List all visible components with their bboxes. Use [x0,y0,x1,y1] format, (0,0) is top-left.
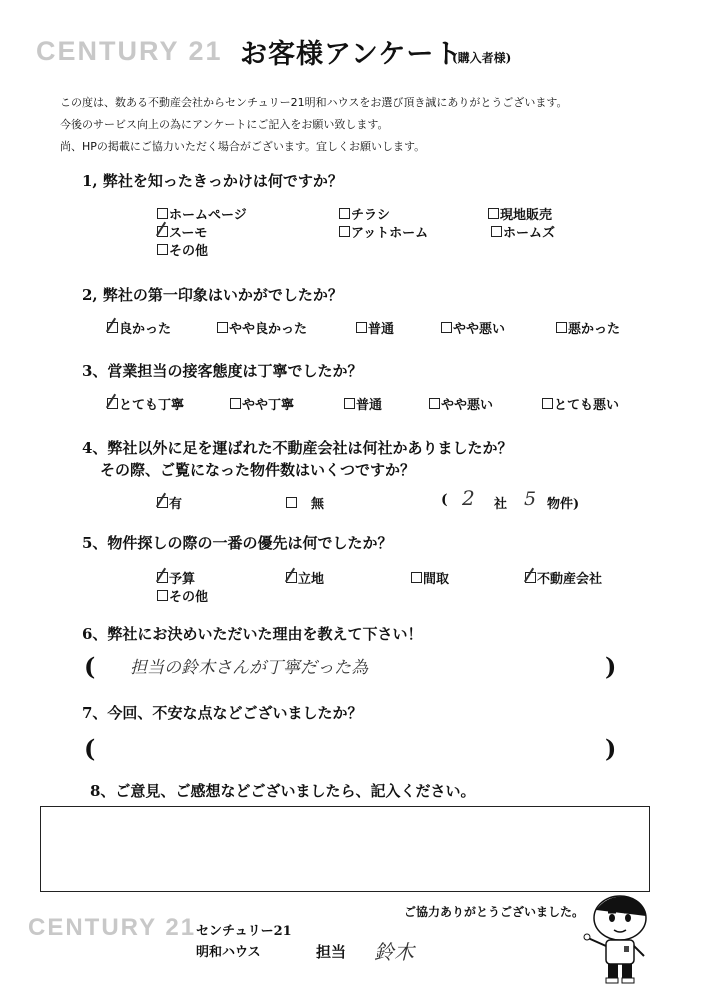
company-name-line1: センチュリー21 [196,924,292,939]
question-7-label: 7、今回、不安な点などございましたか？ [82,704,363,722]
q1-option-homepage[interactable]: ホームページ [157,204,247,223]
checkbox[interactable] [491,226,502,237]
q4-paren-open: ( [441,492,448,508]
checkbox[interactable] [157,226,168,237]
q4-properties-value[interactable]: 5 [524,488,537,510]
staff-name: 鈴木 [374,940,414,964]
checkbox[interactable] [107,398,118,409]
q3-option-somewhat-bad[interactable]: やや悪い [429,394,493,413]
question-4-label-line1: 4、弊社以外に足を運ばれた不動産会社は何社かありましたか？ [82,439,513,457]
checkbox[interactable] [157,572,168,583]
q5-option-other[interactable]: その他 [157,586,208,605]
mascot-illustration [578,888,658,988]
q1-option-athome[interactable]: アットホーム [339,222,428,241]
intro-line: 尚、HPの掲載にご協力いただく場合がございます。宜しくお願いします。 [60,140,426,153]
q5-option-budget[interactable]: 予算 [157,568,195,587]
page-title: お客様アンケート [240,39,463,70]
checkbox[interactable] [286,497,297,508]
q5-option-real-estate-company[interactable]: 不動産会社 [525,568,602,587]
intro-line: この度は、数ある不動産会社からセンチュリー21明和ハウスをお選び頂き誠にありがとうございます。 [60,96,568,109]
q5-option-layout[interactable]: 間取 [411,568,449,587]
checkbox[interactable] [157,244,168,255]
checkbox[interactable] [542,398,553,409]
q1-option-flyer[interactable]: チラシ [339,204,390,223]
checkbox[interactable] [488,208,499,219]
page-subtitle: (購入者様) [452,51,512,65]
q4-companies-unit: 社 [494,497,508,512]
q2-option-good[interactable]: 良かった [107,318,171,337]
thanks-message: ご協力ありがとうございました。 [404,905,585,919]
q1-option-other[interactable]: その他 [157,240,208,259]
checkbox[interactable] [157,208,168,219]
checkbox[interactable] [157,497,168,508]
q8-answer [41,807,649,819]
checkbox[interactable] [441,322,452,333]
q1-option-suumo[interactable]: スーモ [157,222,207,241]
checkbox[interactable] [157,590,168,601]
checkbox[interactable] [344,398,355,409]
century21-logo: CENTURY 21 [36,36,223,66]
question-8-label: 8、ご意見、ご感想などございましたら、記入ください。 [90,782,476,800]
checkbox[interactable] [107,322,118,333]
q4-option-no[interactable]: 無 [286,493,324,512]
q3-option-average[interactable]: 普通 [344,394,382,413]
question-1-label: 1, 弊社を知ったきっかけは何ですか？ [82,172,343,190]
question-6-label: 6、弊社にお決めいただいた理由を教えて下さい！ [82,625,423,643]
q3-option-somewhat-polite[interactable]: やや丁寧 [230,394,294,413]
q2-option-average[interactable]: 普通 [356,318,394,337]
checkbox[interactable] [217,322,228,333]
q6-paren-close: ) [605,652,617,681]
checkbox[interactable] [339,226,350,237]
intro-text [60,92,567,158]
comment-box[interactable] [40,806,650,892]
q3-option-very-bad[interactable]: とても悪い [542,394,619,413]
q7-paren-open: ( [84,734,96,763]
checkbox[interactable] [525,572,536,583]
question-2-label: 2, 弊社の第一印象はいかがでしたか？ [82,286,343,304]
checkbox[interactable] [429,398,440,409]
checkbox[interactable] [230,398,241,409]
q4-option-yes[interactable]: 有 [157,493,182,512]
q1-option-homes[interactable]: ホームズ [491,222,555,241]
checkbox[interactable] [556,322,567,333]
intro-line: 今後のサービス向上の為にアンケートにご記入をお願い致します。 [60,118,389,131]
company-name-line2: 明和ハウス [196,945,261,960]
q5-option-location[interactable]: 立地 [286,568,324,587]
checkbox[interactable] [339,208,350,219]
q7-paren-close: ) [605,734,617,763]
checkbox[interactable] [356,322,367,333]
q3-option-very-polite[interactable]: とても丁寧 [107,394,184,413]
century21-footer-logo: CENTURY 21 [28,914,197,941]
q6-answer[interactable]: 担当の鈴木さんが丁寧だった為 [130,658,368,678]
q4-properties-unit: 物件) [547,497,580,512]
q1-option-onsite-sales[interactable]: 現地販売 [488,204,552,223]
q2-option-bad[interactable]: 悪かった [556,318,620,337]
q6-paren-open: ( [84,652,96,681]
checkbox[interactable] [286,572,297,583]
staff-label: 担当 [316,943,347,961]
q4-companies-value[interactable]: 2 [462,486,475,510]
checkbox[interactable] [411,572,422,583]
q2-option-somewhat-bad[interactable]: やや悪い [441,318,505,337]
q2-option-somewhat-good[interactable]: やや良かった [217,318,307,337]
question-5-label: 5、物件探しの際の一番の優先は何でしたか？ [82,534,393,552]
question-4-label-line2: その際、ご覧になった物件数はいくつですか？ [100,461,416,479]
question-3-label: 3、営業担当の接客態度は丁寧でしたか？ [82,362,363,380]
